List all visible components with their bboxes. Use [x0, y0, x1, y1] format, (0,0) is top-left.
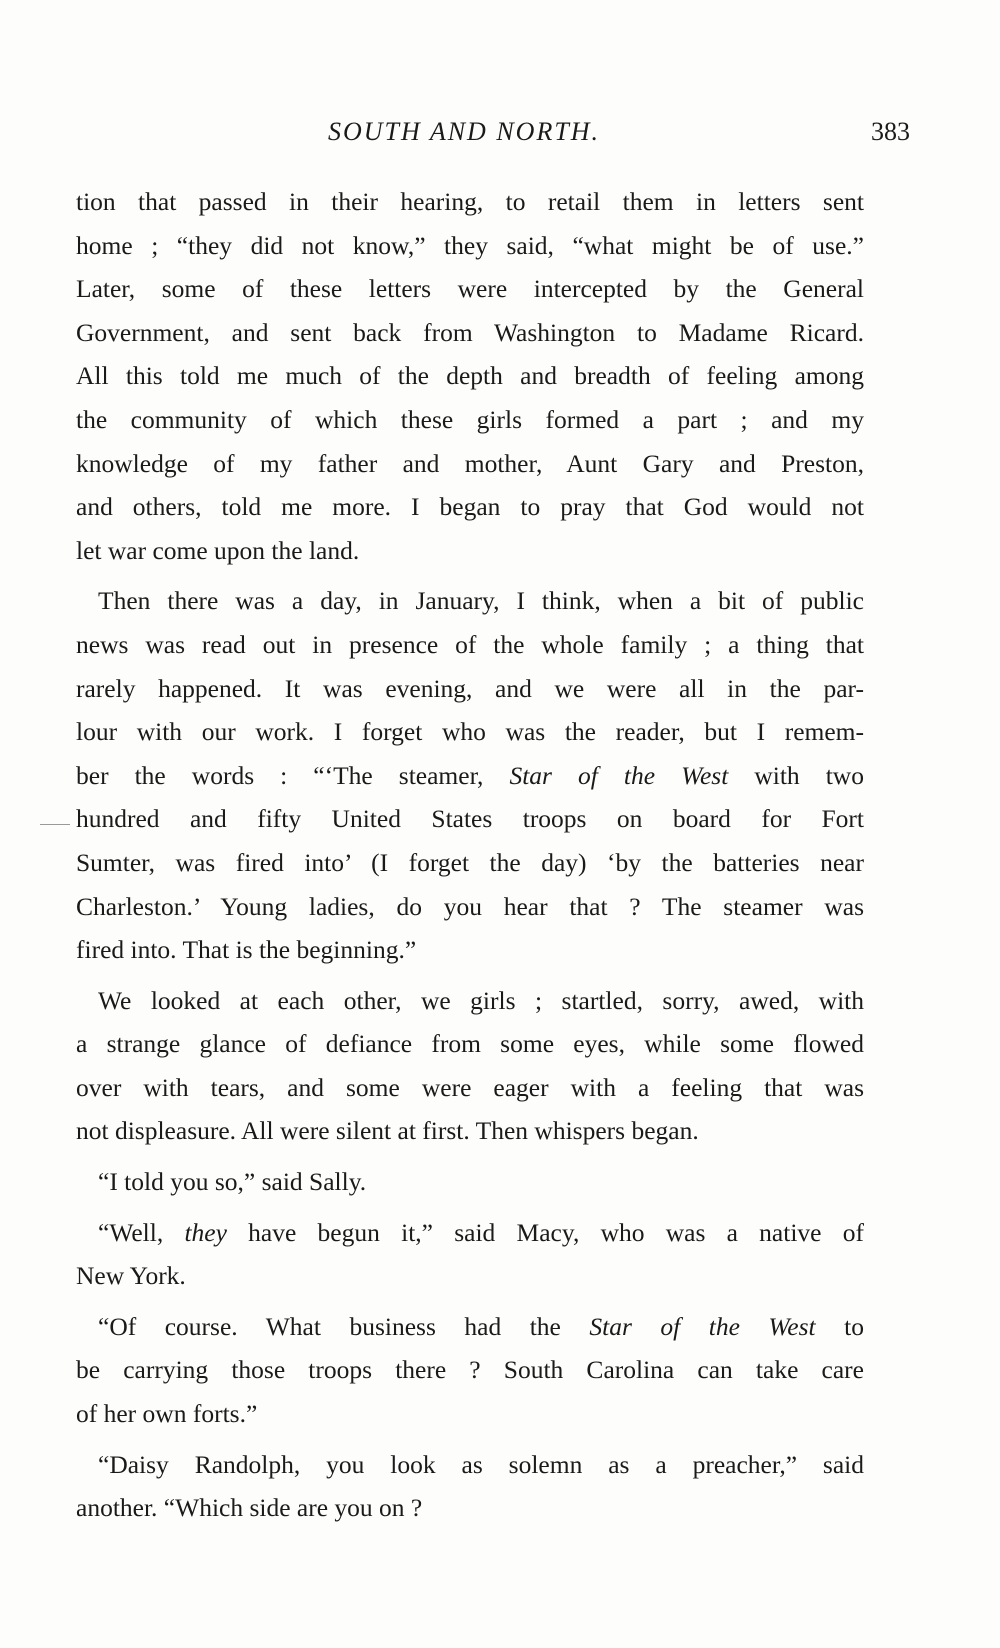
- text-run: to: [815, 1311, 864, 1341]
- text-line: a strange glance of defiance from some eyes, while some flowed: [76, 1029, 864, 1059]
- text-line: Later, some of these letters were intercepted by the General: [76, 274, 864, 304]
- text-line: news was read out in presence of the whole family ; a thing that: [76, 629, 864, 659]
- text-line: be carrying those troops there ? South Carolina can take care: [76, 1355, 864, 1385]
- paragraph-7: [76, 1443, 864, 1530]
- paragraph-5: [76, 1211, 864, 1298]
- text-line: New York.: [76, 1261, 186, 1291]
- text-line: and others, told me more. I began to pray that God would not: [76, 492, 864, 522]
- running-title: SOUTH AND NORTH.: [328, 117, 601, 146]
- text-line: let war come upon the land.: [76, 535, 360, 565]
- text-line: Sumter, was fired into’ (I forget the day) ‘by the batteries near: [76, 847, 864, 877]
- text-line: of her own forts.”: [76, 1399, 258, 1429]
- text-line: Government, and sent back from Washington to Madame Ricard.: [76, 317, 864, 347]
- text-line: Then there was a day, in January, I think, when a bit of public: [98, 586, 864, 616]
- text-line: not displeasure. All were silent at first. Then whispers began.: [76, 1116, 699, 1146]
- text-run: with two: [728, 760, 864, 790]
- text-line: the community of which these girls formed a part ; and my: [76, 404, 864, 434]
- text-run: have begun it,” said Macy, who was a native of: [226, 1217, 864, 1247]
- ship-name-italic: Star of the West: [509, 760, 729, 790]
- body-text: [76, 180, 864, 1530]
- paragraph-1: [76, 180, 864, 572]
- text-line: lour with our work. I forget who was the reader, but I remem-: [76, 717, 864, 747]
- page-number: 383: [871, 117, 910, 146]
- text-line: over with tears, and some were eager with a feeling that was: [76, 1072, 864, 1102]
- text-run: “Well,: [98, 1217, 185, 1247]
- margin-pencil-mark: [40, 824, 70, 825]
- text-line: home ; “they did not know,” they said, “what might be of use.”: [76, 230, 864, 260]
- text-line: knowledge of my father and mother, Aunt Gary and Preston,: [76, 448, 864, 478]
- paragraph-3: [76, 979, 864, 1153]
- text-line-mixed: [76, 1211, 864, 1255]
- text-line: “I told you so,” said Sally.: [98, 1167, 367, 1197]
- text-run: ber the words : “‘The steamer,: [76, 760, 510, 790]
- text-line: Charleston.’ Young ladies, do you hear that ? The steamer was: [76, 891, 864, 921]
- text-line: hundred and fifty United States troops on board for Fort: [76, 804, 864, 834]
- paragraph-6: [76, 1305, 864, 1436]
- text-run: “Of course. What business had the: [98, 1311, 590, 1341]
- paragraph-2: [76, 579, 864, 971]
- text-line: All this told me much of the depth and breadth of feeling among: [76, 361, 864, 391]
- text-line-mixed: [76, 1305, 864, 1349]
- emphasis-italic: they: [184, 1217, 227, 1247]
- text-line-mixed: [76, 754, 864, 798]
- ship-name-italic: Star of the West: [589, 1311, 816, 1341]
- text-line: fired into. That is the beginning.”: [76, 935, 417, 965]
- text-line: another. “Which side are you on ?: [76, 1493, 423, 1523]
- text-line: tion that passed in their hearing, to retail them in letters sent: [76, 187, 864, 216]
- text-line: We looked at each other, we girls ; startled, sorry, awed, with: [98, 985, 864, 1015]
- running-head: [0, 112, 1000, 152]
- paragraph-4: [76, 1160, 864, 1204]
- text-line: “Daisy Randolph, you look as solemn as a preacher,” said: [98, 1449, 864, 1479]
- text-line: rarely happened. It was evening, and we were all in the par-: [76, 673, 864, 703]
